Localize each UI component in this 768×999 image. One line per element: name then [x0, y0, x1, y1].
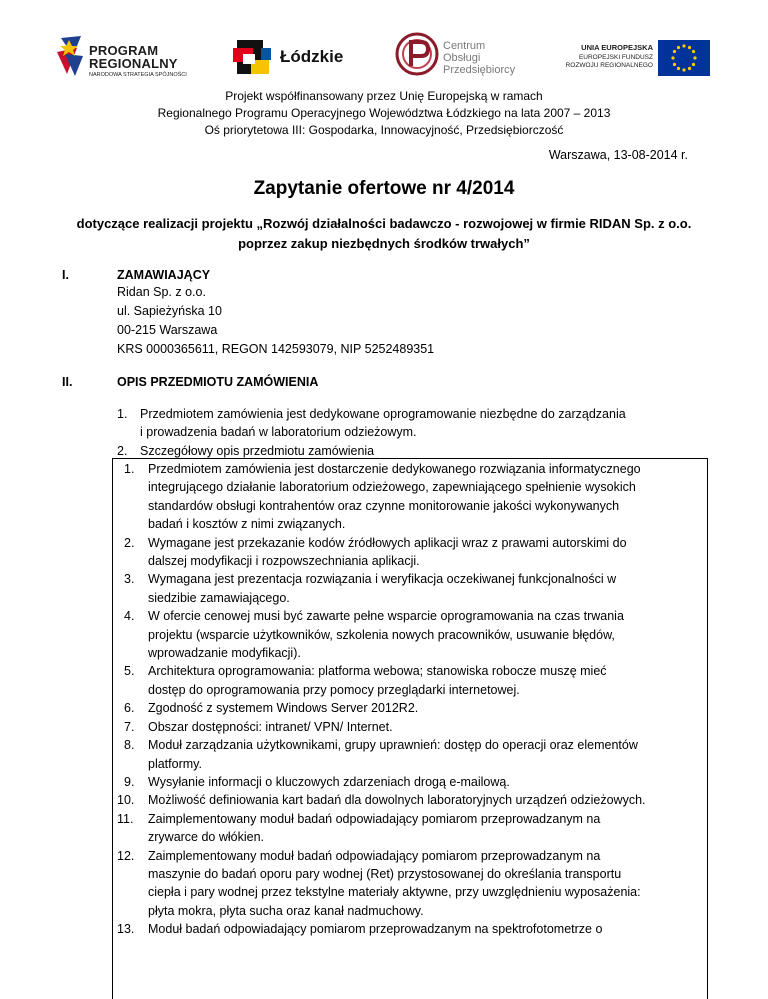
list-item-number: 2. [117, 443, 128, 458]
list-item [117, 405, 717, 442]
eu-title: UNIA EUROPEJSKA [581, 43, 653, 52]
detail-item [117, 847, 704, 921]
detail-item-text: Przedmiotem zamówienia jest dostarczenie dedykowanego rozwiązania informatycznego [148, 462, 641, 476]
detail-item-text: zrywarce do włókien. [148, 830, 265, 845]
detail-item-text: Możliwość definiowania kart badań dla dowolnych laboratoryjnych urządzeń odzieżowych. [148, 793, 646, 808]
detail-item-number: 3. [124, 572, 135, 587]
detail-item [124, 607, 704, 662]
document-title: Zapytanie ofertowe nr 4/2014 [253, 178, 515, 199]
program-line2: REGIONALNY [89, 56, 178, 71]
program-regionalny-logo [55, 32, 205, 80]
detail-item-text: integrującego działanie laboratorium odzieżowego, zapewniającego spełnienie wysokich [148, 480, 636, 495]
section-1-heading: ZAMAWIAJĄCY [117, 268, 211, 282]
detail-item [124, 736, 704, 773]
section-2-heading: OPIS PRZEDMIOTU ZAMÓWIENIA [117, 375, 319, 389]
detail-item-text: Moduł badań odpowiadający pomiarom przeprowadzanym na spektrofotometrze o [148, 922, 603, 937]
subtitle-line-2: poprzez zakup niezbędnych środków trwałych” [238, 236, 530, 251]
section-1-number: I. [62, 268, 69, 282]
eu-logo [560, 40, 720, 80]
details-list [117, 460, 704, 939]
detail-item [124, 718, 704, 736]
cob-line2: Obsługi [443, 52, 481, 64]
detail-item-number: 4. [124, 609, 135, 624]
list-item-text: Przedmiotem zamówienia jest dedykowane oprogramowanie niezbędne do zarządzania [140, 407, 626, 421]
detail-item [124, 534, 704, 571]
detail-item-number: 13. [117, 922, 135, 937]
detail-item-number: 12. [117, 848, 135, 863]
header-line-3: Oś priorytetowa III: Gospodarka, Innowacyjność, Przedsiębiorczość [204, 123, 564, 137]
list-item-text: i prowadzenia badań w laboratorium odzieżowym. [140, 425, 417, 440]
detail-item [124, 570, 704, 607]
detail-item-text: Zaimplementowany moduł badań odpowiadający pomiarom przeprowadzanym na [148, 848, 601, 863]
detail-item-text: maszynie do badań oporu pary wodnej (Ret) przystosowanej do określania transportu [148, 866, 622, 881]
detail-item-number: 6. [124, 701, 135, 716]
header-line-2: Regionalnego Programu Operacyjnego Województwa Łódzkiego na lata 2007 – 2013 [157, 106, 611, 120]
detail-item-number: 8. [124, 738, 135, 753]
program-sub: NARODOWA STRATEGIA SPÓJNOŚCI [89, 72, 187, 78]
section-2-number: II. [62, 375, 73, 389]
cob-logo [395, 30, 525, 82]
address-line: Ridan Sp. z o.o. [117, 285, 206, 299]
order-items-list [117, 405, 717, 460]
cob-emblem-icon [395, 30, 439, 78]
cob-line3: Przedsiębiorcy [443, 64, 516, 76]
detail-item-number: 7. [124, 719, 135, 734]
lodzkie-wordmark: Łódzkie [280, 47, 344, 66]
detail-item-text: Wysyłanie informacji o kluczowych zdarzeniach drogą e-mailową. [148, 774, 510, 789]
lodzkie-emblem-icon [233, 38, 273, 76]
detail-item-text: płyta mokra, płyta sucha oraz kanał nadmuchowy. [148, 903, 424, 918]
detail-item-number: 5. [124, 664, 135, 679]
eu-line1: EUROPEJSKI FUNDUSZ [578, 54, 653, 61]
detail-item-number: 1. [124, 462, 135, 476]
detail-item-number: 9. [124, 774, 135, 789]
detail-item-text: Wymagane jest przekazanie kodów źródłowych aplikacji wraz z prawami autorskimi do [148, 535, 627, 550]
detail-item-number: 2. [124, 535, 135, 550]
detail-item-text: Obszar dostępności: intranet/ VPN/ Internet. [148, 719, 393, 734]
detail-item-text: W ofercie cenowej musi być zawarte pełne wsparcie oprogramowania na czas trwania [148, 609, 624, 624]
address-line: 00-215 Warszawa [117, 323, 218, 337]
detail-item-text: Zgodność z systemem Windows Server 2012R2. [148, 701, 419, 716]
subtitle-line-1: dotyczące realizacji projektu „Rozwój działalności badawczo - rozwojowej w firmie RIDAN Sp. z o.o. [76, 216, 692, 231]
address-line: KRS 0000365611, REGON 142593079, NIP 5252489351 [117, 342, 435, 356]
address-line: ul. Sapieżyńska 10 [117, 304, 222, 318]
detail-item-number: 10. [117, 793, 135, 808]
eu-flag-icon [658, 40, 710, 76]
list-item-number: 1. [117, 407, 128, 421]
detail-item-text: platformy. [148, 756, 202, 771]
detail-item-text: Moduł zarządzania użytkownikami, grupy uprawnień: dostęp do operacji oraz elementów [148, 738, 638, 753]
detail-item [117, 920, 704, 938]
detail-item [117, 810, 704, 847]
detail-item-text: Zaimplementowany moduł badań odpowiadający pomiarom przeprowadzanym na [148, 811, 601, 826]
list-item-text: Szczegółowy opis przedmiotu zamówienia [140, 443, 375, 458]
detail-item [117, 791, 704, 809]
document-date: Warszawa, 13-08-2014 r. [548, 148, 688, 162]
program-line1: PROGRAM [89, 43, 159, 58]
detail-item [124, 773, 704, 791]
detail-item-number: 11. [117, 811, 134, 826]
cob-line1: Centrum [443, 40, 486, 52]
detail-item-text: wprowadzanie modyfikacji). [148, 646, 301, 661]
detail-item-text: Wymagana jest prezentacja rozwiązania i weryfikacja oczekiwanej funkcjonalności w [148, 572, 617, 587]
detail-item [124, 662, 704, 699]
detail-item-text: badań i kosztów z nimi związanych. [148, 517, 346, 532]
detail-item-text: dostęp do oprogramowania przy pomocy przeglądarki internetowej. [148, 682, 520, 697]
detail-item [124, 460, 704, 534]
detail-item-text: dalszej modyfikacji i rozpowszechniania aplikacji. [148, 554, 420, 569]
detail-item-text: standardów obsługi kontrahentów oraz czynne monitorowanie jakości wykonywanych [148, 498, 620, 513]
detail-item-text: Architektura oprogramowania: platforma webowa; stanowiska robocze muszę mieć [148, 664, 607, 679]
detail-item-text: siedzibie zamawiającego. [148, 590, 290, 605]
detail-item-text: projektu (wsparcie użytkowników, szkolenia nowych pracowników, usuwanie błędów, [148, 627, 615, 642]
detail-item [124, 699, 704, 717]
program-regionalny-emblem-icon [55, 34, 83, 78]
header-line-1: Projekt współfinansowany przez Unię Europejską w ramach [225, 89, 543, 103]
detail-item-text: ciepła i pary wodnej przez tekstylne materiały aktywne, przy uwzględnieniu wyposażenia: [148, 885, 641, 900]
lodzkie-logo [233, 38, 383, 78]
eu-line2: ROZWOJU REGIONALNEGO [565, 62, 653, 69]
